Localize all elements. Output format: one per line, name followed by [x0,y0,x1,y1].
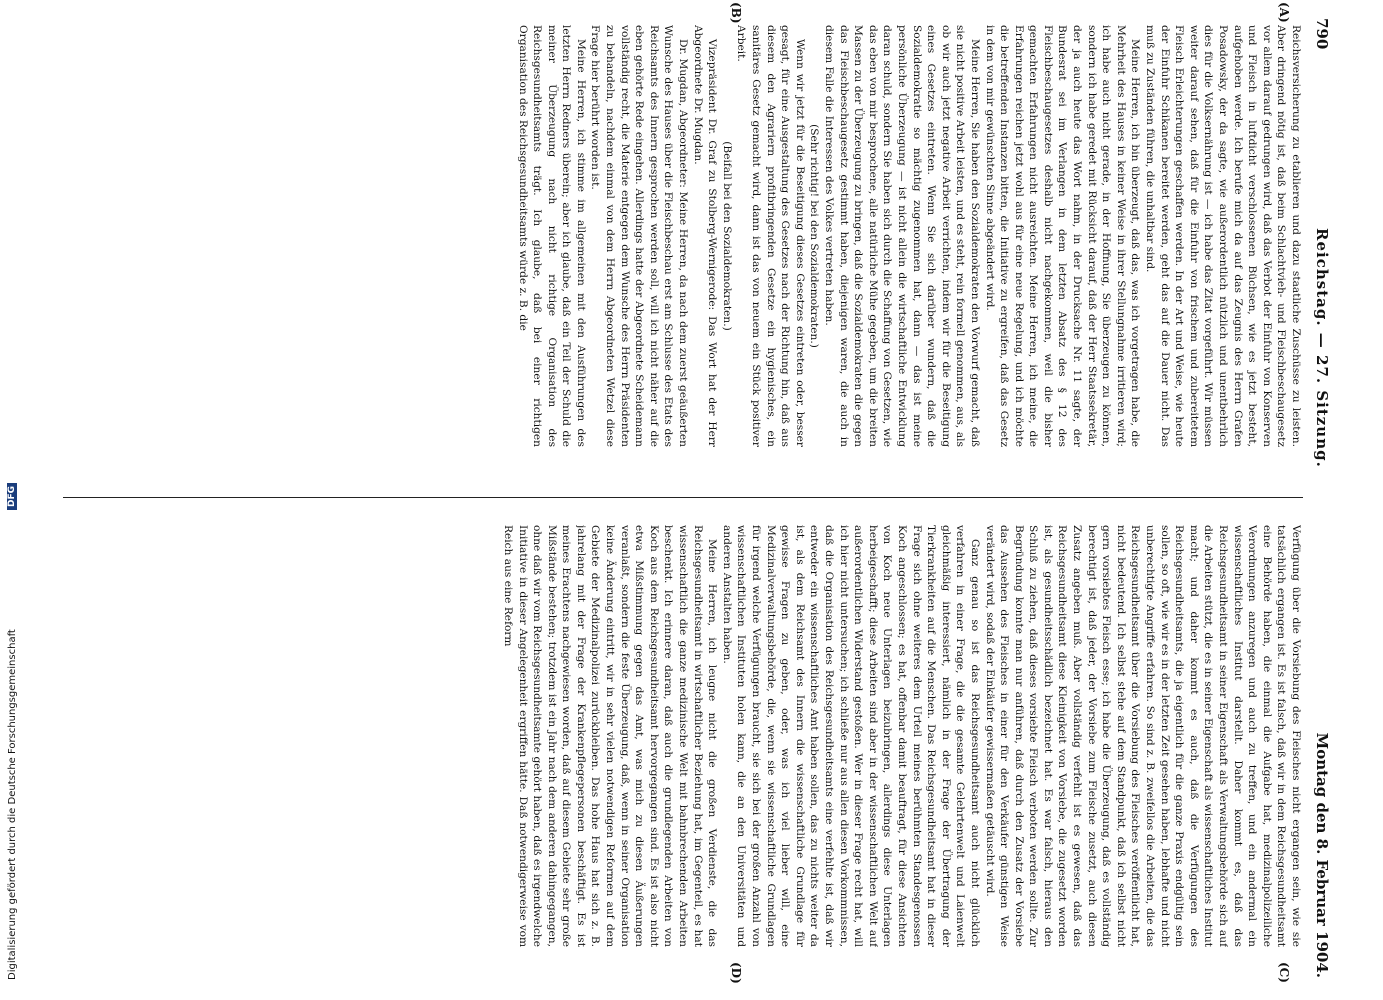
digitization-credit: Digitalisierung gefördert durch die Deutsche Forschungsgemeinschaft [7,629,18,980]
paragraph: Dr. Mugdan, Abgeordneter: Meine Herren, da nach dem zuerst geäußerten Wunsche des Hauses über die Fleischbeschau erst am Schlusse des Etats des Reichsamts des Innern gesprochen werden soll, will ich nicht näher auf die eben gehörte Rede eingehen. Allerdings hatte der Abgeordnete Scheidemann vollständig recht, die Materie entgegen dem Wunsche des Herrn Präsidenten zu behandeln, nachdem einmal von dem Herrn Abgeordneten Wetzel diese Frage hier berührt worden ist. [589,25,690,447]
footer-strip [4,0,24,1000]
margin-marker-c: (C) [1277,962,1291,983]
paragraph: Meine Herren, ich stimme im allgemeinen mit den Ausführungen des letzten Herrn Redners überein; aber ich glaube, daß ein Teil der Schuld die meiner Überzeugung nach nicht richtige Organisation des Reichsgesundheitsamts trägt. Ich glaube, daß bei einer richtigen Organisation des Reichsgesundheitsamts würde z. B. die [516,25,587,447]
paragraph: Meine Herren, Sie haben den Sozialdemokraten den Vorwurf gemacht, daß sie nicht positive Arbeit leisten, und es steht, rein formell genommen, aus, als ob wir auch jetzt negative Arbeit verrichten, indem wir für die Beseitigung eines Gesetzes eintreten. Wenn Sie sich darüber wundern, daß die Sozialdemokratie so mächtig zugenommen hat, dann — das ist meine persönliche Überzeugung — ist nicht allein die wirtschaftliche Entwicklung daran schuld, sondern Sie haben sich durch die Schaffung von Gesetzen, wie das eben von mir besprochene, alle natürliche Mühe gegeben, um die breiten Massen zu der Überzeugung zu bringen, daß die Sozialdemokraten die gegen das Fleischbeschaugesetz gestimmt haben, diejenigen waren, die auch in diesem Falle die Interessen des Volkes vertreten haben. [823,25,981,447]
paragraph: Ganz genau so ist das Reichsgesundheitsamt auch nicht glücklich verfahren in einer Frage, die die gesamte Gelehrtenwelt und Laienwelt gleichmäßig interessiert, nämlich in der Frage der Übertragung der Tierkrankheiten auf die Menschen. Das Reichsgesundheitsamt hat in dieser Frage sich ohne weiteres dem Urteil meines berühmten Standesgenossen Koch angeschlossen; es hat, offenbar damit beauftragt, für diese Ansichten von Koch neue Unterlagen beizubringen, allerdings diese Unterlagen herbeigeschafft; diese Arbeiten sind aber in der wissenschaftlichen Welt auf außerordentlichen Widerstand gestoßen. Wer in dieser Frage recht hat, will ich hier nicht untersuchen; ich schließe nur aus allen diesen Vorkommnissen, daß die Organisation des Reichsgesundheitsamts eine verfehlte ist, daß wir entweder ein wissenschaftliches Amt haben sollen, das zu nichts weiter da ist, als dem Reichsamt des Innern die wissenschaftliche Grundlage für gewisse Fragen zu geben, oder, was ich viel lieber will, eine Medizinalverwaltungsbehörde, die, wenn sie wissenschaftliche Grundlagen für irgend welche Verfügungen braucht, sie sich bei der großen Anzahl von wissenschaftlichen Instituten holen kann, die an den Universitäten und anderen Anstalten haben. [720,525,981,947]
page-header [1307,18,1331,978]
column-divider [63,497,1303,498]
page-title: Reichstag. — 27. Sitzung. [1313,228,1331,468]
paragraph: Verfügung über die Vorsiebung des Fleisches nicht ergangen sein, wie sie tatsächlich ergangen ist. Es ist falsch, daß wir in dem Reichsgesundheitsamt eine Behörde haben, die einmal die Aufgabe hat, medizinalpolizeiliche Verordnungen anzuregen und auch zu treffen, und ein andermal ein wissenschaftliches Institut darstellt. Daher kommt es, daß das Reichsgesundheitsamt in seiner Eigenschaft als Verwaltungsbehörde sich auf die Arbeiten stützt, die es in seiner Eigenschaft als wissenschaftliches Institut macht; und daher kommt es auch, daß die Verfügungen des Reichsgesundheitsamts, die ja eigentlich für die ganze Praxis endgültig sein sollen, so oft, wie wir es in der letzten Zeit gesehen haben, lebhafte und nicht unberechtigte Angriffe erfahren. So sind z. B. zweifellos die Arbeiten, die das Reichsgesundheitsamt über die Vorsiebung des Fleisches veröffentlicht hat, nicht bedeutend. Ich selbst stehe auf dem Standpunkt, daß ich selbst nicht gern vorsiebtes Fleisch esse; ich habe die Überzeugung, daß es vollständig berechtigt ist, daß jeder, der Vorsiebe zum Fleische zusetzt, auch diesen Zusatz angeben muß. Aber vollständig verfehlt ist es gewesen, daß das Reichsgesundheitsamt diese Kleinigkeit von Vorsiebe, die zugesetzt worden ist, als gesundheitsschädlich bezeichnet hat. Es war falsch, hieraus den Schluß zu ziehen, daß dieses vorsiebte Fleisch verboten werden sollte. Zur Begründung konnte man nur anführen, daß durch den Zusatz der Vorsiebe das Aussehen des Fleisches in einer für den Verkäufer günstigen Weise verändert wird, sodaß der Einkäufer gewissermaßen getäuscht wird. [983,525,1302,947]
interjection: (Beifall bei den Sozialdemokraten.) [720,141,733,331]
right-column [63,525,1303,947]
dfg-logo: DFG [7,483,17,510]
paragraph: Reichsversicherung zu etablieren und dazu staatliche Zuschüsse zu leisten. Aber dringend nötig ist, daß beim Schlachtvieh- und Fleischbeschaugesetz vor allem darauf gedrungen wird, daß das Verbot der Einfuhr von Konserven und Fleisch in luftdicht verschlossenen Büchsen, wie es jetzt besteht, aufgehoben werde. Ich berufe mich da auf das Zeugnis des Herrn Grafen Posadowsky, der da sagte, wie außerordentlich nützlich und unentbehrlich dies für die Volksernährung ist — ich habe das Zitat vorgeführt. Wir müssen weiter darauf sehen, daß für die Einfuhr von frischem und zubereitetem Fleisch Erleichterungen geschaffen werden. In der Art und Weise, wie heute der Einfuhr Schikanen bereitet werden, geht das auf die Dauer nicht. Das muß zu Zuständen führen, die unhaltbar sind. [1144,25,1302,447]
interjection: (Sehr richtig! bei den Sozialdemokraten.) [808,124,821,348]
speaker-announcement: Vizepräsident Dr. Graf zu Stolberg-Wernigerode: Das Wort hat der Herr Abgeordnete Dr. Mugdan. [691,25,719,447]
margin-marker-b: (B) [729,2,743,24]
left-column [63,25,1303,447]
session-date: Montag den 8. Februar 1904. [1313,732,1331,978]
margin-marker-d: (D) [729,962,743,984]
paragraph: Meine Herren, ich bin überzeugt, daß das, was ich vorgetragen habe, die Mehrheit des Hauses in keiner Weise in ihrer Stellungnahme irritieren wird; ich habe auch nicht gerade, in der Hoffnung, Sie überzeugen zu können, sondern ich habe geredet mit Rücksicht darauf, daß der Herr Staatssekretär, der ja auch heute das Wort nahm, in der Drucksache Nr. 11 sagte, der Bundesrat sei im Verlangen in dem letzten Absatz des § 12 des Fleischbeschaugesetzes deshalb nicht nachgekommen, weil die bisher gemachten Erfahrungen nicht ausreichten. Meine Herren, ich meine, die Erfahrungen reichen jetzt wohl aus für eine neue Regelung, und ich möchte die betreffenden Instanzen bitten, die Initiative zu ergreifen, daß das Gesetz in dem von mir gewünschten Sinne abgeändert wird. [983,25,1142,447]
paragraph: Wenn wir jetzt für die Beseitigung dieses Gesetzes eintreten oder, besser gesagt, für eine Ausgestaltung des Gesetzes nach der Richtung hin, daß aus diesem den Agrariern profitbringenden Gesetze ein hygienisches, ein sanitäres Gesetz gemacht wird, dann ist das von neuem ein Stück positiver Arbeit. [735,25,806,447]
page-number: 790 [1313,18,1331,50]
paragraph: Meine Herren, ich leugne nicht die großen Verdienste, die das Reichsgesundheitsamt in wirtschaftlicher Beziehung hat, im Gegenteil, es hat wissenschaftlich die ganze medizinische Welt mit bahnbrechenden Arbeiten beschenkt. Ich erinnere daran, daß auch die grundlegenden Arbeiten von Koch aus dem Reichsgesundheitsamt hervorgegangen sind. Es ist also nicht etwa Mißstimmung gegen das Amt, was mich zu diesen Äußerungen veranlaßt, sondern die feste Überzeugung, daß, wenn in seiner Organisation keine Änderung eintritt, wir in sehr vielen notwendigen Reformen auf dem Gebiete der Medizinalpolizei zurückbleiben. Das hohe Haus hat sich z. B. jahrelang mit der Frage der Krankenpflegepersonen beschäftigt. Es ist meines Erachtens nachgewiesen worden, daß auf diesem Gebiete sehr große Mißstände bestehen; trotzdem ist ein Jahr nach dem anderen dahingegangen, ohne daß wir vom Reichsgesundheitsamte gehört haben, daß es irgendwelche Initiative in dieser Angelegenheit ergriffen hätte. Daß notwendigerweise vom Reich aus eine Reform [501,525,719,947]
margin-marker-a: (A) [1277,2,1291,23]
